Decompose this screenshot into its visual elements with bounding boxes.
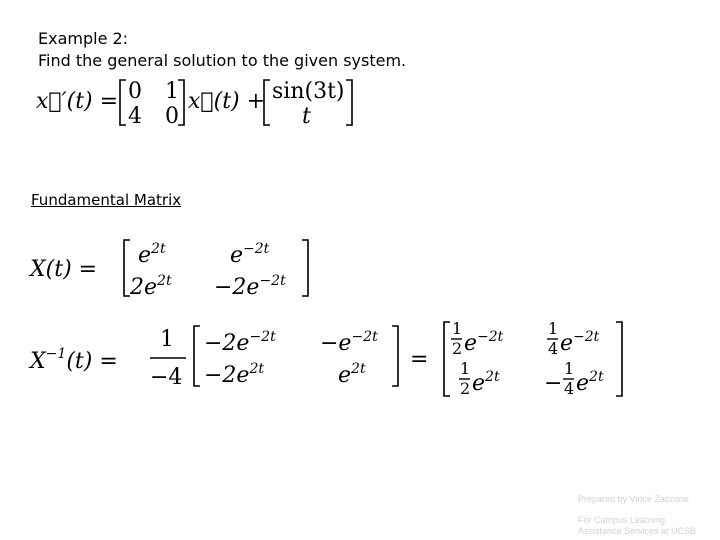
matrix-cell: 0 xyxy=(165,104,179,129)
result-frac-den: 4 xyxy=(548,339,559,358)
footer-org-line1: For Campus Learning xyxy=(578,515,666,525)
result-frac-num: 1 xyxy=(452,319,463,338)
result-cell-12: $e^{-2t}$ xyxy=(560,329,600,356)
matrix-cell: 4 xyxy=(128,104,142,129)
result-cell-22: $e^{2t}$ xyxy=(576,369,604,396)
result-minus: − xyxy=(544,371,563,396)
system-lhs: x⃗′(t) = xyxy=(36,89,119,114)
result-frac-den: 2 xyxy=(460,379,471,398)
inv-left-bracket xyxy=(194,326,200,386)
example-prompt: Find the general solution to the given system. xyxy=(38,51,407,70)
equals-sign: = xyxy=(410,347,429,372)
forcing-bottom: t xyxy=(302,104,311,129)
scalar-numerator: 1 xyxy=(160,327,174,352)
fund-cell-21: $2e^{2t}$ xyxy=(130,273,172,300)
inv-cell-12: $-e^{-2t}$ xyxy=(320,329,378,356)
result-cell-11: $e^{-2t}$ xyxy=(464,329,504,356)
inv-cell-11: $-2e^{-2t}$ xyxy=(204,329,276,356)
footer-credit: Prepared by Vince Zaccone xyxy=(578,494,689,504)
inv-right-bracket xyxy=(392,326,398,386)
result-frac-num: 1 xyxy=(460,359,471,378)
fund-cell-22: $-2e^{-2t}$ xyxy=(214,273,286,300)
vector-term: x⃗(t) + xyxy=(188,89,266,114)
fundamental-matrix-label: Fundamental Matrix xyxy=(31,191,182,209)
fund-cell-11: $e^{2t}$ xyxy=(138,241,166,268)
footer-org-line2: Assistance Services at UCSB xyxy=(578,526,697,536)
example-title: Example 2: xyxy=(38,29,129,48)
result-frac-num: 1 xyxy=(564,359,575,378)
result-frac-num: 1 xyxy=(548,319,559,338)
inv-cell-21: $-2e^{2t}$ xyxy=(204,361,264,388)
inv-cell-22: $e^{2t}$ xyxy=(338,361,366,388)
fund-cell-12: $e^{-2t}$ xyxy=(230,241,270,268)
result-right-bracket xyxy=(616,322,622,396)
scalar-denominator: −4 xyxy=(150,365,183,390)
result-cell-21: $e^{2t}$ xyxy=(472,369,500,396)
result-frac-den: 4 xyxy=(564,379,575,398)
matrix-cell: 1 xyxy=(165,79,179,104)
result-frac-den: 2 xyxy=(452,339,463,358)
inverse-lhs: $X^{-1}(t)$ = xyxy=(30,346,118,374)
result-left-bracket xyxy=(444,322,450,396)
fundamental-lhs: X(t) = xyxy=(30,257,98,282)
forcing-top: sin(3t) xyxy=(272,79,345,104)
matrix-cell: 0 xyxy=(128,79,142,104)
